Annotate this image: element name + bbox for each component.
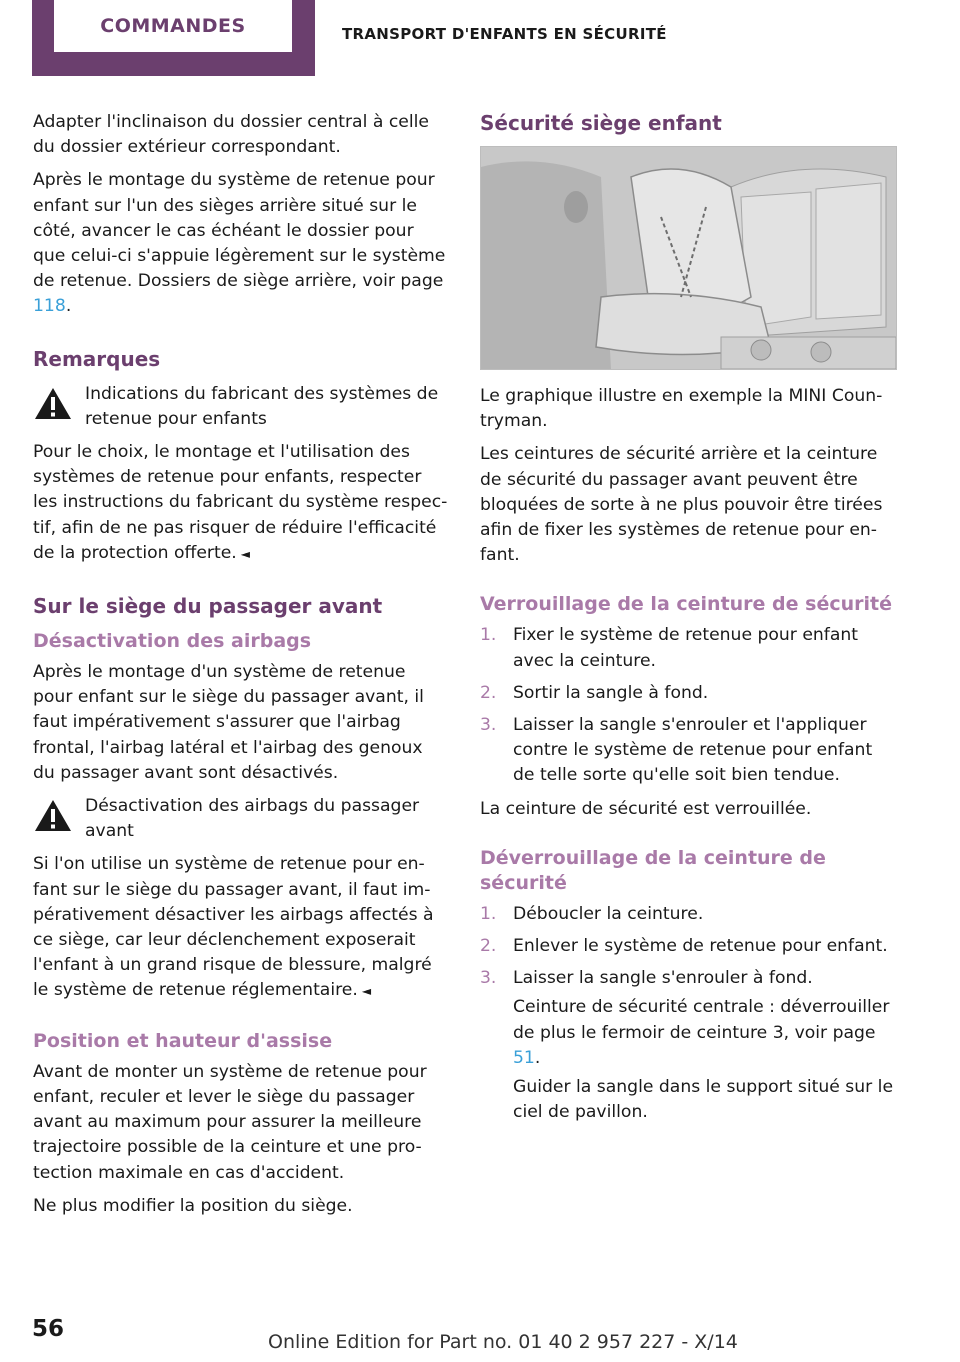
chapter-tab-label-box [54, 0, 292, 52]
step-text: Fixer le système de retenue pour enfant avec la ceinture. [513, 625, 859, 671]
end-mark: ◄ [240, 546, 250, 561]
paragraph [33, 852, 449, 1004]
paragraph: Adapter l'inclinaison du dossier central à celle du dossier extérieur correspondant. [33, 112, 429, 158]
list-item [480, 681, 896, 706]
step-body [513, 966, 896, 1125]
page-link-51[interactable]: 51 [513, 1047, 535, 1068]
section-title: TRANSPORT D'ENFANTS EN SÉCURITÉ [342, 25, 667, 43]
step-note [513, 995, 896, 1071]
step-number: 3. [480, 715, 497, 736]
paragraph: Ne plus modifier la position du siège. [33, 1195, 353, 1216]
paragraph: Les ceintures de sécurité arrière et la ceinture de sécurité du passager avant peuvent être bloquées de sorte à ne plus pouvoir être tirées afin de fixer les systèmes de retenue pour en-fant. [480, 444, 883, 566]
unlock-steps-list [480, 902, 896, 1126]
warning-block [33, 794, 449, 844]
step-note-text: Ceinture de sécurité centrale : déverrouiller de plus le fermoir de ceinture 3, voir page [513, 997, 890, 1043]
passenger-heading: Sur le siège du passager avant [33, 594, 383, 619]
list-item [480, 966, 896, 1125]
left-column [33, 110, 449, 1227]
airbag-heading: Désactivation des airbags [33, 630, 312, 653]
step-note: Guider la sangle dans le support situé sur le ciel de pavillon. [513, 1077, 894, 1123]
paragraph: Avant de monter un système de retenue pour enfant, reculer et lever le siège du passager avant au maximum pour assurer la meilleure trajectoire possible de la ceinture et une pro-tection maximale en cas d'accident. [33, 1061, 427, 1183]
step-number: 3. [480, 968, 497, 989]
step-text: Laisser la sangle s'enrouler à fond. [513, 968, 813, 989]
warning-triangle-icon [33, 794, 85, 837]
page-number: 56 [32, 1316, 65, 1342]
figure-caption: Le graphique illustre en exemple la MINI Coun-tryman. [480, 386, 883, 432]
paragraph-end: . [65, 296, 72, 317]
paragraph [33, 440, 449, 567]
end-mark: ◄ [361, 984, 372, 999]
page-link-118[interactable]: 118 [33, 296, 66, 317]
step-text: Enlever le système de retenue pour enfant. [513, 936, 888, 957]
remarques-heading: Remarques [33, 346, 161, 371]
step-number: 1. [480, 903, 497, 924]
paragraph: Après le montage d'un système de retenue pour enfant sur le siège du passager avant, il faut impérativement s'assurer que l'airbag frontal, l'airbag latéral et l'airbag des genoux du passager avant sont désactivés. [33, 662, 424, 783]
list-item [480, 934, 896, 959]
list-item [480, 902, 896, 927]
list-item [480, 713, 896, 789]
paragraph [33, 168, 449, 319]
step-text: Sortir la sangle à fond. [513, 682, 709, 703]
right-column [480, 110, 896, 1133]
warning-title: Indications du fabricant des systèmes de retenue pour enfants [85, 383, 439, 429]
step-number: 2. [480, 682, 497, 703]
lock-steps-list [480, 623, 896, 788]
child-seat-illustration [480, 146, 897, 370]
warning-title: Désactivation des airbags du passager avant [85, 796, 420, 842]
lock-heading: Verrouillage de la ceinture de sécurité [480, 593, 892, 616]
unlock-heading: Déverrouillage de la ceinture de sécurité [480, 846, 826, 894]
warning-triangle-icon [33, 382, 85, 425]
step-text: Déboucler la ceinture. [513, 903, 704, 924]
paragraph-text: Si l'on utilise un système de retenue pour en-fant sur le siège du passager avant, il faut im-pérativement désactiver les airbags affectés à ce siège, car leur déclenchement exposerait l'enfant à un grand risque de blessure, malgré le système de retenue réglementaire. [33, 854, 434, 1001]
child-seat-heading: Sécurité siège enfant [480, 111, 722, 135]
warning-block [33, 382, 449, 432]
list-item [480, 623, 896, 673]
paragraph-text: Après le montage du système de retenue pour enfant sur l'un des sièges arrière situé sur le côté, avancer le cas échéant le dossier pour que celui-ci s'appuie légèrement sur le système de retenue. Dossiers de siège arrière, voir page [33, 170, 446, 292]
footer-edition: Online Edition for Part no. 01 40 2 957 227 - X/14 [268, 1331, 738, 1353]
step-number: 2. [480, 936, 497, 957]
chapter-tab-label: COMMANDES [100, 15, 246, 37]
step-number: 1. [480, 625, 497, 646]
step-text: Laisser la sangle s'enrouler et l'appliquer contre le système de retenue pour enfant de telle sorte qu'elle soit bien tendue. [513, 715, 873, 786]
paragraph-text: Pour le choix, le montage et l'utilisation des systèmes de retenue pour enfants, respecter les instructions du fabricant du système respec-tif, afin de ne pas risquer de réduire l'efficacité de la protection offerte. [33, 442, 448, 563]
paragraph: La ceinture de sécurité est verrouillée. [480, 798, 812, 819]
step-note-end: . [534, 1047, 541, 1068]
position-heading: Position et hauteur d'assise [33, 1029, 333, 1052]
